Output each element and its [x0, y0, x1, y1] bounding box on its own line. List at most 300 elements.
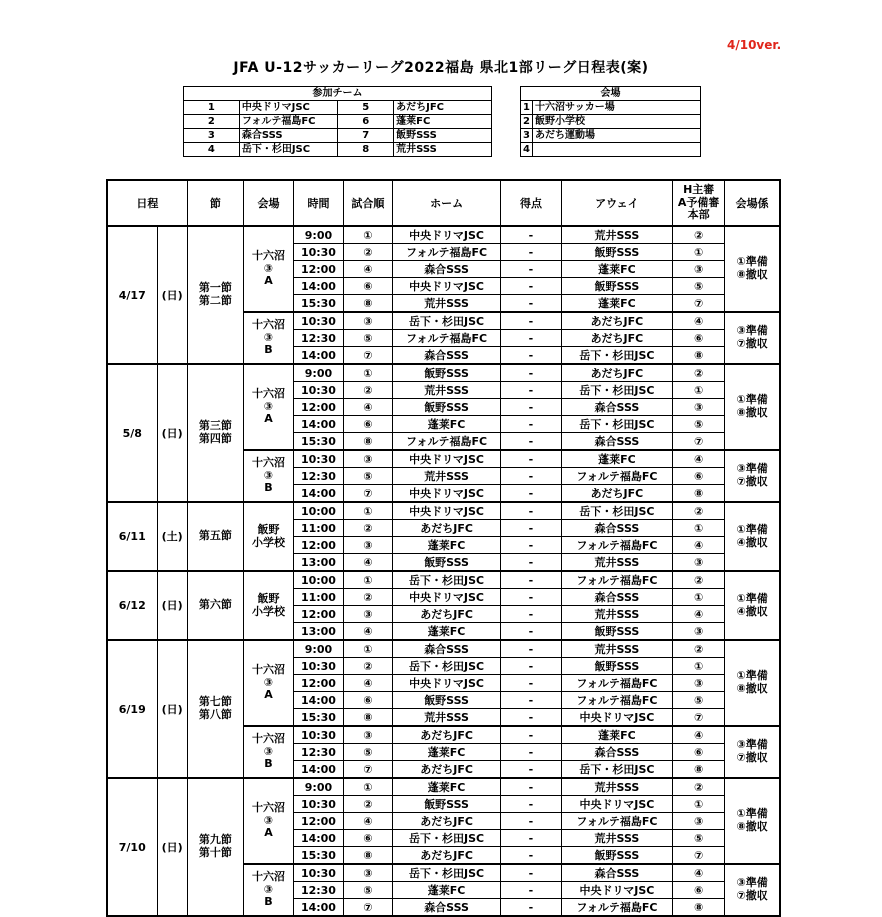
match-date: 5/8: [107, 364, 157, 502]
match-venue: 十六沼 ③ A: [243, 778, 293, 864]
header-staff: 会場係: [725, 180, 780, 226]
away-team: 岳下・杉田JSC: [561, 502, 672, 520]
match-time: 14:00: [293, 278, 343, 295]
match-time: 12:30: [293, 330, 343, 347]
home-team: 飯野SSS: [392, 554, 500, 572]
referee: ⑧: [673, 899, 725, 917]
venue-staff: ①準備 ④撤収: [725, 502, 780, 571]
away-team: あだちJFC: [561, 485, 672, 503]
match-venue: 十六沼 ③ B: [243, 864, 293, 916]
match-order: ⑥: [343, 278, 392, 295]
match-score: -: [501, 364, 561, 382]
match-score: -: [501, 726, 561, 744]
match-score: -: [501, 847, 561, 865]
match-time: 12:30: [293, 882, 343, 899]
venue-name: 飯野小学校: [533, 115, 701, 129]
referee: ③: [673, 554, 725, 572]
match-time: 12:00: [293, 675, 343, 692]
match-order: ⑧: [343, 709, 392, 727]
match-order: ⑤: [343, 744, 392, 761]
match-order: ⑥: [343, 692, 392, 709]
match-time: 13:00: [293, 623, 343, 641]
match-order: ⑧: [343, 847, 392, 865]
match-setsu: 第七節 第八節: [187, 640, 243, 778]
match-order: ⑤: [343, 330, 392, 347]
home-team: 森合SSS: [392, 261, 500, 278]
match-score: -: [501, 261, 561, 278]
venue-number: 3: [521, 129, 533, 143]
venues-table: [520, 86, 701, 157]
referee: ④: [673, 606, 725, 623]
match-venue: 飯野 小学校: [243, 502, 293, 571]
match-time: 12:00: [293, 399, 343, 416]
home-team: フォルテ福島FC: [392, 433, 500, 451]
match-row: [107, 778, 780, 796]
referee: ⑤: [673, 692, 725, 709]
match-score: -: [501, 813, 561, 830]
match-order: ②: [343, 658, 392, 675]
home-team: フォルテ福島FC: [392, 244, 500, 261]
referee: ⑧: [673, 761, 725, 779]
match-order: ①: [343, 571, 392, 589]
match-weekday: (日): [157, 778, 187, 916]
match-time: 9:00: [293, 640, 343, 658]
away-team: フォルテ福島FC: [561, 537, 672, 554]
match-score: -: [501, 796, 561, 813]
away-team: あだちJFC: [561, 330, 672, 347]
away-team: 岳下・杉田JSC: [561, 761, 672, 779]
match-venue: 十六沼 ③ A: [243, 640, 293, 726]
away-team: 森合SSS: [561, 864, 672, 882]
home-team: 中央ドリマJSC: [392, 485, 500, 503]
team-number: 6: [338, 115, 394, 129]
match-score: -: [501, 537, 561, 554]
match-score: -: [501, 433, 561, 451]
referee: ①: [673, 244, 725, 261]
away-team: 蓬莱FC: [561, 450, 672, 468]
referee: ②: [673, 364, 725, 382]
header-order: 試合順: [343, 180, 392, 226]
match-venue: 飯野 小学校: [243, 571, 293, 640]
match-score: -: [501, 502, 561, 520]
venue-staff: ③準備 ⑦撤収: [725, 726, 780, 778]
referee: ⑥: [673, 468, 725, 485]
team-row: [184, 129, 492, 143]
match-setsu: 第一節 第二節: [187, 226, 243, 364]
team-row: [184, 101, 492, 115]
referee: ⑦: [673, 847, 725, 865]
venue-row: [521, 115, 701, 129]
match-score: -: [501, 468, 561, 485]
match-setsu: 第九節 第十節: [187, 778, 243, 916]
match-venue: 十六沼 ③ B: [243, 312, 293, 364]
match-time: 12:00: [293, 537, 343, 554]
away-team: 岳下・杉田JSC: [561, 347, 672, 365]
venue-name: あだち運動場: [533, 129, 701, 143]
header-time: 時間: [293, 180, 343, 226]
match-time: 14:00: [293, 830, 343, 847]
venue-row: [521, 129, 701, 143]
away-team: 蓬莱FC: [561, 261, 672, 278]
away-team: 森合SSS: [561, 433, 672, 451]
away-team: フォルテ福島FC: [561, 899, 672, 917]
venue-name: [533, 143, 701, 157]
match-time: 15:30: [293, 433, 343, 451]
match-time: 9:00: [293, 226, 343, 244]
match-order: ④: [343, 675, 392, 692]
match-time: 14:00: [293, 692, 343, 709]
venue-staff: ①準備 ⑧撤収: [725, 226, 780, 312]
match-score: -: [501, 692, 561, 709]
away-team: 中央ドリマJSC: [561, 882, 672, 899]
match-time: 15:30: [293, 847, 343, 865]
team-row: [184, 143, 492, 157]
referee: ⑥: [673, 330, 725, 347]
away-team: 荒井SSS: [561, 226, 672, 244]
match-setsu: 第五節: [187, 502, 243, 571]
match-order: ⑦: [343, 761, 392, 779]
match-score: -: [501, 882, 561, 899]
referee: ④: [673, 312, 725, 330]
away-team: 飯野SSS: [561, 244, 672, 261]
match-row: [107, 571, 780, 589]
match-order: ①: [343, 640, 392, 658]
referee: ③: [673, 675, 725, 692]
home-team: 飯野SSS: [392, 364, 500, 382]
home-team: 飯野SSS: [392, 692, 500, 709]
away-team: 森合SSS: [561, 520, 672, 537]
match-order: ③: [343, 606, 392, 623]
match-time: 11:00: [293, 520, 343, 537]
match-order: ①: [343, 778, 392, 796]
home-team: 蓬莱FC: [392, 416, 500, 433]
team-number: 7: [338, 129, 394, 143]
venue-row: [521, 143, 701, 157]
match-time: 10:00: [293, 502, 343, 520]
match-score: -: [501, 899, 561, 917]
match-order: ③: [343, 726, 392, 744]
home-team: 蓬莱FC: [392, 778, 500, 796]
home-team: 荒井SSS: [392, 709, 500, 727]
match-date: 4/17: [107, 226, 157, 364]
match-time: 12:00: [293, 261, 343, 278]
teams-table: [183, 86, 492, 157]
match-score: -: [501, 312, 561, 330]
away-team: 飯野SSS: [561, 623, 672, 641]
match-row: [107, 226, 780, 244]
away-team: あだちJFC: [561, 312, 672, 330]
match-order: ②: [343, 382, 392, 399]
match-time: 13:00: [293, 554, 343, 572]
match-date: 6/19: [107, 640, 157, 778]
away-team: 荒井SSS: [561, 778, 672, 796]
home-team: 岳下・杉田JSC: [392, 312, 500, 330]
venue-staff: ③準備 ⑦撤収: [725, 312, 780, 364]
match-weekday: (日): [157, 571, 187, 640]
venue-name: 十六沼サッカー場: [533, 101, 701, 115]
match-time: 14:00: [293, 347, 343, 365]
referee: ②: [673, 502, 725, 520]
team-name: 中央ドリマJSC: [239, 101, 337, 115]
match-time: 12:00: [293, 606, 343, 623]
match-score: -: [501, 520, 561, 537]
referee: ⑦: [673, 709, 725, 727]
team-name: 飯野SSS: [394, 129, 492, 143]
header-referee: H主審 A予備審 本部: [673, 180, 725, 226]
team-number: 5: [338, 101, 394, 115]
home-team: 飯野SSS: [392, 796, 500, 813]
home-team: 荒井SSS: [392, 382, 500, 399]
referee: ⑦: [673, 433, 725, 451]
team-number: 8: [338, 143, 394, 157]
home-team: あだちJFC: [392, 761, 500, 779]
venue-staff: ③準備 ⑦撤収: [725, 864, 780, 916]
header-venue: 会場: [243, 180, 293, 226]
match-time: 14:00: [293, 761, 343, 779]
away-team: 岳下・杉田JSC: [561, 416, 672, 433]
match-time: 12:30: [293, 744, 343, 761]
home-team: 中央ドリマJSC: [392, 589, 500, 606]
match-time: 14:00: [293, 899, 343, 917]
referee: ③: [673, 399, 725, 416]
referee: ⑤: [673, 278, 725, 295]
away-team: フォルテ福島FC: [561, 675, 672, 692]
away-team: 蓬莱FC: [561, 295, 672, 313]
match-time: 10:30: [293, 796, 343, 813]
match-time: 15:30: [293, 295, 343, 313]
home-team: 中央ドリマJSC: [392, 502, 500, 520]
match-order: ②: [343, 520, 392, 537]
match-score: -: [501, 761, 561, 779]
venues-header: 会場: [521, 87, 701, 101]
match-time: 15:30: [293, 709, 343, 727]
match-order: ①: [343, 364, 392, 382]
referee: ②: [673, 571, 725, 589]
match-score: -: [501, 450, 561, 468]
match-venue: 十六沼 ③ A: [243, 364, 293, 450]
match-order: ④: [343, 623, 392, 641]
match-score: -: [501, 295, 561, 313]
match-weekday: (土): [157, 502, 187, 571]
match-time: 10:30: [293, 864, 343, 882]
match-time: 12:00: [293, 813, 343, 830]
match-score: -: [501, 382, 561, 399]
referee: ④: [673, 537, 725, 554]
referee: ⑥: [673, 882, 725, 899]
away-team: 岳下・杉田JSC: [561, 382, 672, 399]
match-order: ⑤: [343, 882, 392, 899]
match-score: -: [501, 744, 561, 761]
team-number: 3: [184, 129, 240, 143]
match-order: ⑤: [343, 468, 392, 485]
team-number: 1: [184, 101, 240, 115]
match-order: ⑧: [343, 433, 392, 451]
header-date: 日程: [107, 180, 187, 226]
referee: ⑤: [673, 416, 725, 433]
referee: ⑦: [673, 295, 725, 313]
home-team: 蓬莱FC: [392, 882, 500, 899]
match-score: -: [501, 658, 561, 675]
match-score: -: [501, 830, 561, 847]
match-time: 10:30: [293, 726, 343, 744]
home-team: あだちJFC: [392, 813, 500, 830]
home-team: 中央ドリマJSC: [392, 278, 500, 295]
match-order: ⑦: [343, 347, 392, 365]
match-order: ⑥: [343, 830, 392, 847]
away-team: 荒井SSS: [561, 554, 672, 572]
team-name: 岳下・杉田JSC: [239, 143, 337, 157]
referee: ③: [673, 623, 725, 641]
referee: ⑧: [673, 347, 725, 365]
referee: ③: [673, 261, 725, 278]
match-order: ④: [343, 813, 392, 830]
match-score: -: [501, 554, 561, 572]
match-time: 14:00: [293, 416, 343, 433]
referee: ④: [673, 450, 725, 468]
team-number: 2: [184, 115, 240, 129]
match-order: ②: [343, 244, 392, 261]
match-date: 7/10: [107, 778, 157, 916]
match-time: 10:30: [293, 382, 343, 399]
referee: ②: [673, 226, 725, 244]
version-label: 4/10ver.: [727, 38, 782, 52]
referee: ①: [673, 658, 725, 675]
home-team: 岳下・杉田JSC: [392, 571, 500, 589]
match-setsu: 第六節: [187, 571, 243, 640]
match-score: -: [501, 675, 561, 692]
away-team: 森合SSS: [561, 589, 672, 606]
match-time: 9:00: [293, 778, 343, 796]
team-number: 4: [184, 143, 240, 157]
header-away: アウェイ: [561, 180, 672, 226]
team-name: フォルテ福島FC: [239, 115, 337, 129]
match-time: 9:00: [293, 364, 343, 382]
venue-staff: ①準備 ⑧撤収: [725, 364, 780, 450]
match-order: ①: [343, 226, 392, 244]
match-order: ②: [343, 589, 392, 606]
away-team: 荒井SSS: [561, 830, 672, 847]
match-order: ③: [343, 312, 392, 330]
teams-header: 参加チーム: [184, 87, 492, 101]
match-time: 10:30: [293, 658, 343, 675]
home-team: あだちJFC: [392, 520, 500, 537]
referee: ①: [673, 520, 725, 537]
match-score: -: [501, 709, 561, 727]
match-score: -: [501, 778, 561, 796]
home-team: 飯野SSS: [392, 399, 500, 416]
match-venue: 十六沼 ③ B: [243, 726, 293, 778]
referee: ④: [673, 726, 725, 744]
home-team: 中央ドリマJSC: [392, 226, 500, 244]
match-order: ③: [343, 864, 392, 882]
away-team: 中央ドリマJSC: [561, 709, 672, 727]
match-time: 10:30: [293, 312, 343, 330]
away-team: あだちJFC: [561, 364, 672, 382]
match-order: ⑧: [343, 295, 392, 313]
away-team: 中央ドリマJSC: [561, 796, 672, 813]
home-team: 蓬莱FC: [392, 537, 500, 554]
match-order: ③: [343, 537, 392, 554]
venue-number: 1: [521, 101, 533, 115]
match-time: 11:00: [293, 589, 343, 606]
home-team: 森合SSS: [392, 899, 500, 917]
referee: ①: [673, 589, 725, 606]
match-order: ⑦: [343, 899, 392, 917]
match-time: 14:00: [293, 485, 343, 503]
schedule-table: [106, 179, 781, 917]
match-score: -: [501, 606, 561, 623]
match-venue: 十六沼 ③ A: [243, 226, 293, 312]
match-order: ⑦: [343, 485, 392, 503]
venue-staff: ①準備 ⑧撤収: [725, 778, 780, 864]
home-team: 中央ドリマJSC: [392, 675, 500, 692]
referee: ②: [673, 778, 725, 796]
match-order: ④: [343, 554, 392, 572]
match-score: -: [501, 347, 561, 365]
home-team: 岳下・杉田JSC: [392, 864, 500, 882]
away-team: フォルテ福島FC: [561, 571, 672, 589]
match-order: ④: [343, 399, 392, 416]
match-setsu: 第三節 第四節: [187, 364, 243, 502]
home-team: 荒井SSS: [392, 468, 500, 485]
match-score: -: [501, 330, 561, 347]
match-score: -: [501, 416, 561, 433]
team-row: [184, 115, 492, 129]
match-weekday: (日): [157, 640, 187, 778]
match-score: -: [501, 571, 561, 589]
match-score: -: [501, 864, 561, 882]
home-team: 森合SSS: [392, 347, 500, 365]
referee: ①: [673, 382, 725, 399]
away-team: 飯野SSS: [561, 278, 672, 295]
home-team: フォルテ福島FC: [392, 330, 500, 347]
team-name: 蓬莱FC: [394, 115, 492, 129]
venue-row: [521, 101, 701, 115]
match-time: 10:30: [293, 450, 343, 468]
home-team: 岳下・杉田JSC: [392, 658, 500, 675]
home-team: 岳下・杉田JSC: [392, 830, 500, 847]
referee: ⑤: [673, 830, 725, 847]
match-order: ②: [343, 796, 392, 813]
referee: ④: [673, 864, 725, 882]
referee: ⑥: [673, 744, 725, 761]
away-team: 荒井SSS: [561, 640, 672, 658]
match-order: ④: [343, 261, 392, 278]
match-score: -: [501, 399, 561, 416]
header-setsu: 節: [187, 180, 243, 226]
away-team: フォルテ福島FC: [561, 692, 672, 709]
match-row: [107, 502, 780, 520]
match-time: 10:30: [293, 244, 343, 261]
match-score: -: [501, 623, 561, 641]
home-team: あだちJFC: [392, 726, 500, 744]
home-team: あだちJFC: [392, 847, 500, 865]
referee: ②: [673, 640, 725, 658]
match-score: -: [501, 244, 561, 261]
home-team: あだちJFC: [392, 606, 500, 623]
away-team: フォルテ福島FC: [561, 468, 672, 485]
away-team: 森合SSS: [561, 744, 672, 761]
away-team: 蓬莱FC: [561, 726, 672, 744]
header-score: 得点: [501, 180, 561, 226]
match-date: 6/11: [107, 502, 157, 571]
referee: ⑧: [673, 485, 725, 503]
team-name: 荒井SSS: [394, 143, 492, 157]
home-team: 蓬莱FC: [392, 744, 500, 761]
match-order: ③: [343, 450, 392, 468]
header-home: ホーム: [392, 180, 500, 226]
venue-number: 4: [521, 143, 533, 157]
